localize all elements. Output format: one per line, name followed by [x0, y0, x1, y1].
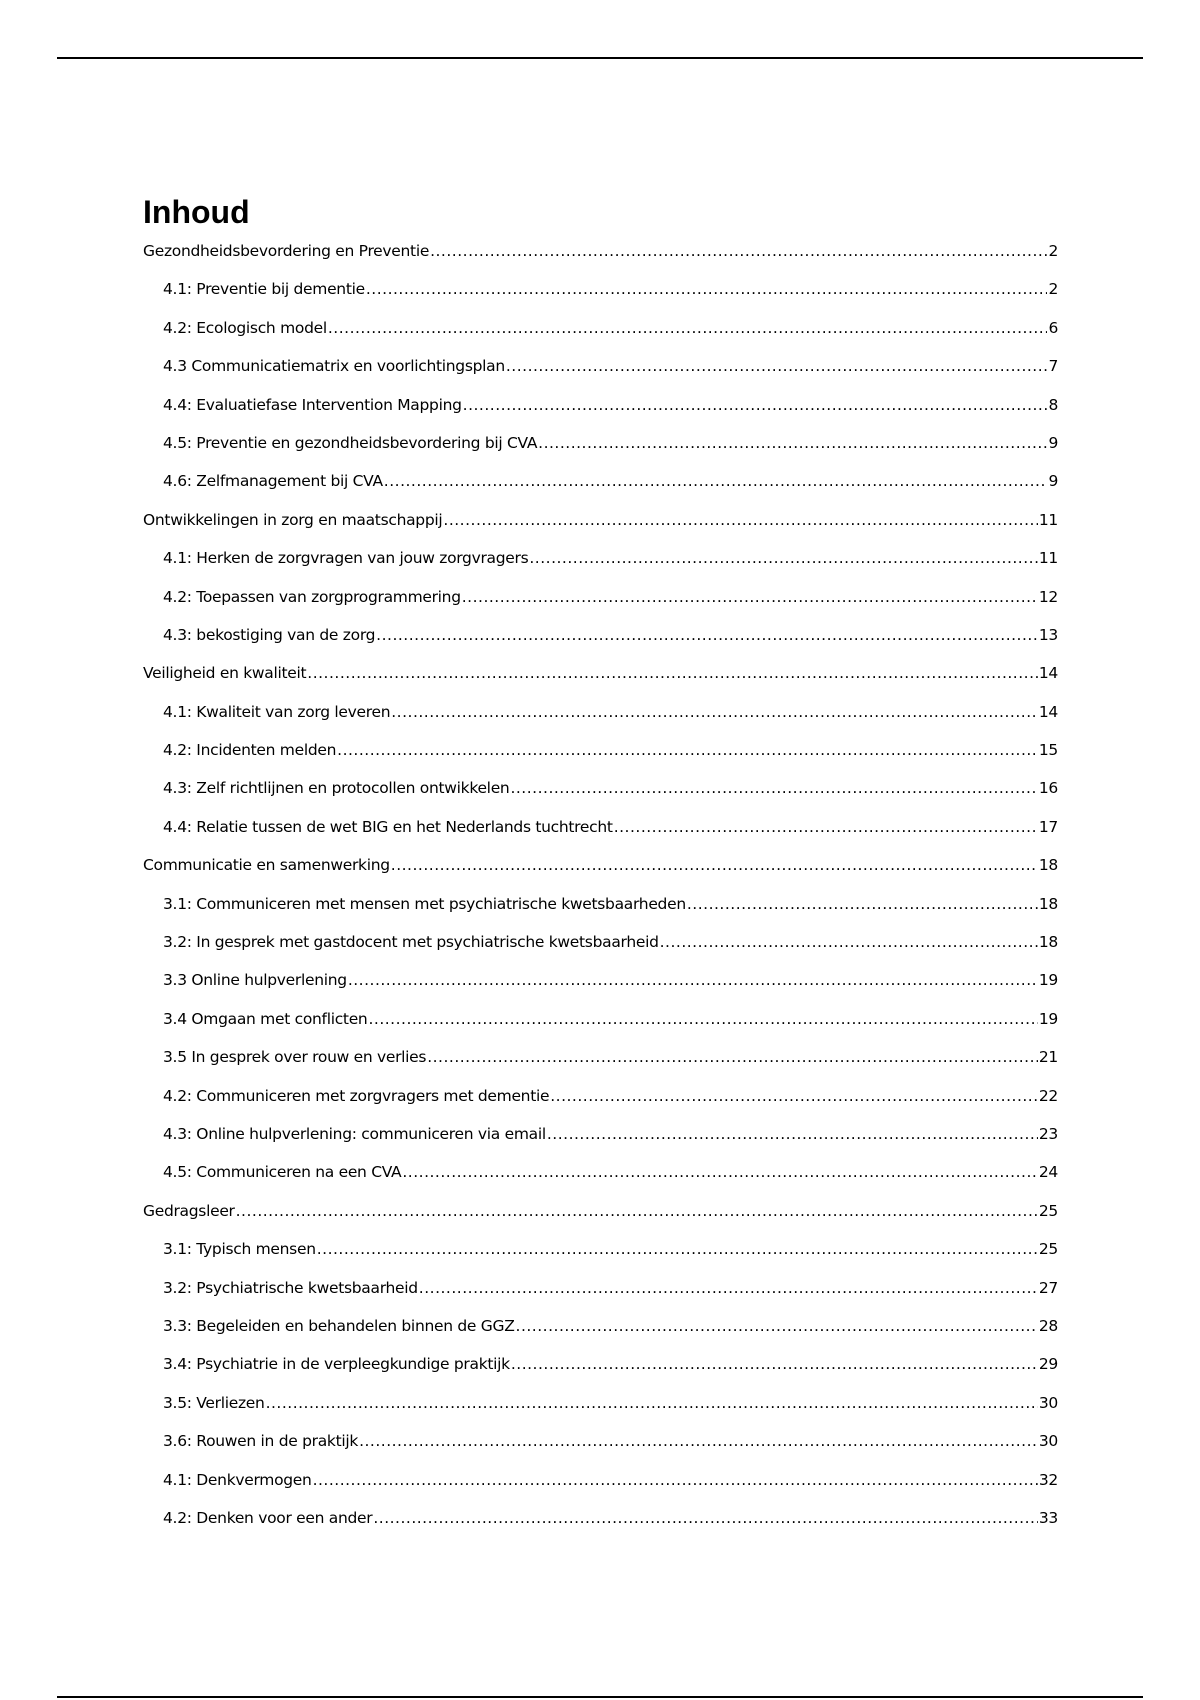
toc-subsection-entry[interactable]	[143, 1010, 1058, 1048]
toc-section-entry[interactable]	[143, 511, 1058, 549]
header-rule	[57, 57, 1143, 59]
toc-subsection-entry[interactable]	[143, 933, 1058, 971]
toc-entry-label: Gezondheidsbevordering en Preventie	[143, 242, 430, 260]
toc-page-number: 24	[1038, 1163, 1058, 1182]
toc-dot-leader	[430, 242, 1047, 260]
toc-entry-label: Gedragsleer	[143, 1201, 235, 1220]
toc-entry-label: 4.3: Zelf richtlijnen en protocollen ontwikkelen	[163, 779, 510, 798]
toc-subsection-entry[interactable]	[143, 626, 1058, 664]
toc-section-entry[interactable]	[143, 242, 1058, 280]
toc-entry-label: 4.2: Toepassen van zorgprogrammering	[163, 587, 461, 606]
toc-dot-leader	[419, 1279, 1038, 1297]
toc-entry-label: Ontwikkelingen in zorg en maatschappij	[143, 510, 443, 529]
toc-section-entry[interactable]	[143, 1202, 1058, 1240]
toc-entry-label: 4.5: Communiceren na een CVA	[163, 1163, 402, 1182]
toc-entry-label: 4.2: Incidenten melden	[163, 741, 337, 760]
toc-subsection-entry[interactable]	[143, 1163, 1058, 1201]
toc-subsection-entry[interactable]	[143, 741, 1058, 779]
toc-page-number: 29	[1038, 1355, 1058, 1374]
toc-subsection-entry[interactable]	[143, 434, 1058, 472]
toc-dot-leader	[391, 856, 1038, 874]
toc-page-number: 8	[1048, 395, 1058, 414]
toc-page-number: 6	[1048, 318, 1058, 337]
toc-page-number: 23	[1038, 1124, 1058, 1143]
toc-entry-label: 3.2: Psychiatrische kwetsbaarheid	[163, 1278, 418, 1297]
toc-page-number: 9	[1048, 472, 1058, 491]
toc-dot-leader	[391, 703, 1038, 721]
toc-dot-leader	[547, 1125, 1038, 1143]
toc-dot-leader	[236, 1202, 1038, 1220]
toc-dot-leader	[510, 779, 1037, 797]
toc-subsection-entry[interactable]	[143, 1087, 1058, 1125]
toc-entry-label: 3.5 In gesprek over rouw en verlies	[163, 1048, 427, 1067]
toc-subsection-entry[interactable]	[143, 472, 1058, 510]
toc-page-number: 21	[1038, 1048, 1058, 1067]
toc-dot-leader	[516, 1317, 1038, 1335]
toc-dot-leader	[313, 1471, 1038, 1489]
toc-subsection-entry[interactable]	[143, 1125, 1058, 1163]
toc-entry-label: 3.4 Omgaan met conflicten	[163, 1009, 368, 1028]
toc-page-number: 9	[1048, 433, 1058, 452]
toc-entry-label: 3.1: Communiceren met mensen met psychiatrische kwetsbaarheden	[163, 894, 686, 913]
toc-page-number: 14	[1038, 702, 1058, 721]
toc-subsection-entry[interactable]	[143, 895, 1058, 933]
toc-entry-label: 4.6: Zelfmanagement bij CVA	[163, 472, 383, 491]
toc-subsection-entry[interactable]	[143, 1240, 1058, 1278]
toc-page-number: 30	[1038, 1432, 1058, 1451]
toc-entry-label: 3.3: Begeleiden en behandelen binnen de GGZ	[163, 1316, 515, 1335]
toc-entry-label: 4.3: bekostiging van de zorg	[163, 625, 376, 644]
toc-page-number: 27	[1038, 1278, 1058, 1297]
toc-dot-leader	[462, 588, 1038, 606]
toc-entry-label: Communicatie en samenwerking	[143, 856, 390, 875]
toc-entry-label: 4.1: Preventie bij dementie	[163, 280, 365, 299]
toc-dot-leader	[660, 933, 1038, 951]
toc-dot-leader	[317, 1240, 1038, 1258]
toc-entry-label: 4.3 Communicatiematrix en voorlichtingsplan	[163, 357, 505, 376]
toc-entry-label: 4.2: Communiceren met zorgvragers met dementie	[163, 1086, 550, 1105]
toc-dot-leader	[348, 971, 1038, 989]
toc-dot-leader	[384, 472, 1048, 490]
footer-rule	[57, 1696, 1143, 1698]
toc-page-number: 2	[1048, 242, 1058, 260]
toc-entry-label: 3.5: Verliezen	[163, 1393, 265, 1412]
toc-page-number: 12	[1038, 587, 1058, 606]
toc-page-number: 17	[1038, 817, 1058, 836]
toc-page-number: 30	[1038, 1393, 1058, 1412]
toc-subsection-entry[interactable]	[143, 357, 1058, 395]
toc-entry-label: 4.1: Denkvermogen	[163, 1470, 312, 1489]
toc-page-number: 16	[1038, 779, 1058, 798]
toc-entry-label: 4.5: Preventie en gezondheidsbevordering bij CVA	[163, 433, 538, 452]
toc-page-number: 2	[1048, 280, 1058, 299]
toc-subsection-entry[interactable]	[143, 319, 1058, 357]
toc-subsection-entry[interactable]	[143, 588, 1058, 626]
toc-subsection-entry[interactable]	[143, 1279, 1058, 1317]
toc-subsection-entry[interactable]	[143, 1471, 1058, 1509]
toc-subsection-entry[interactable]	[143, 779, 1058, 817]
toc-dot-leader	[614, 818, 1038, 836]
toc-entry-label: 4.2: Denken voor een ander	[163, 1508, 373, 1527]
toc-dot-leader	[538, 434, 1047, 452]
toc-dot-leader	[307, 664, 1038, 682]
toc-page-number: 14	[1038, 664, 1058, 683]
toc-dot-leader	[550, 1087, 1038, 1105]
toc-dot-leader	[687, 895, 1038, 913]
toc-entry-label: 4.3: Online hulpverlening: communiceren via email	[163, 1124, 546, 1143]
toc-subsection-entry[interactable]	[143, 1432, 1058, 1470]
toc-page-number: 7	[1048, 357, 1058, 376]
toc-dot-leader	[427, 1048, 1038, 1066]
toc-subsection-entry[interactable]	[143, 396, 1058, 434]
toc-entry-label: 3.2: In gesprek met gastdocent met psychiatrische kwetsbaarheid	[163, 933, 659, 952]
toc-subsection-entry[interactable]	[143, 549, 1058, 587]
toc-section-entry[interactable]	[143, 856, 1058, 894]
toc-dot-leader	[368, 1010, 1037, 1028]
toc-dot-leader	[266, 1394, 1038, 1412]
toc-dot-leader	[376, 626, 1038, 644]
toc-page-number: 25	[1038, 1240, 1058, 1259]
toc-entry-label: Veiligheid en kwaliteit	[143, 664, 307, 683]
toc-title: Inhoud	[143, 194, 250, 230]
toc-page-number: 19	[1038, 971, 1058, 990]
toc-dot-leader	[463, 396, 1048, 414]
toc-entry-label: 4.1: Kwaliteit van zorg leveren	[163, 702, 391, 721]
toc-page-number: 11	[1038, 549, 1058, 568]
toc-dot-leader	[328, 319, 1048, 337]
toc-dot-leader	[373, 1509, 1038, 1527]
toc-dot-leader	[359, 1432, 1038, 1450]
toc-dot-leader	[511, 1355, 1038, 1373]
toc-list	[143, 242, 1058, 1547]
toc-page-number: 22	[1038, 1086, 1058, 1105]
toc-page-number: 18	[1038, 856, 1058, 875]
toc-entry-label: 4.4: Evaluatiefase Intervention Mapping	[163, 395, 462, 414]
toc-dot-leader	[529, 549, 1038, 567]
toc-page-number: 32	[1038, 1470, 1058, 1489]
toc-page-number: 15	[1038, 741, 1058, 760]
toc-dot-leader	[366, 280, 1048, 298]
toc-subsection-entry[interactable]	[143, 818, 1058, 856]
toc-subsection-entry[interactable]	[143, 1355, 1058, 1393]
toc-dot-leader	[337, 741, 1038, 759]
toc-entry-label: 3.3 Online hulpverlening	[163, 971, 347, 990]
toc-dot-leader	[443, 511, 1037, 529]
toc-subsection-entry[interactable]	[143, 1509, 1058, 1547]
toc-subsection-entry[interactable]	[143, 280, 1058, 318]
toc-section-entry[interactable]	[143, 664, 1058, 702]
toc-entry-label: 3.4: Psychiatrie in de verpleegkundige praktijk	[163, 1355, 510, 1374]
toc-dot-leader	[506, 357, 1048, 375]
toc-subsection-entry[interactable]	[143, 1048, 1058, 1086]
toc-page-number: 25	[1038, 1201, 1058, 1220]
toc-entry-label: 4.4: Relatie tussen de wet BIG en het Nederlands tuchtrecht	[163, 817, 613, 836]
toc-entry-label: 4.2: Ecologisch model	[163, 318, 327, 337]
toc-page-number: 13	[1038, 625, 1058, 644]
toc-entry-label: 4.1: Herken de zorgvragen van jouw zorgvragers	[163, 549, 529, 568]
toc-entry-label: 3.1: Typisch mensen	[163, 1240, 316, 1259]
toc-page-number: 33	[1038, 1508, 1058, 1527]
toc-subsection-entry[interactable]	[143, 1394, 1058, 1432]
table-of-contents	[143, 192, 1058, 1547]
toc-entry-label: 3.6: Rouwen in de praktijk	[163, 1432, 359, 1451]
toc-page-number: 11	[1038, 510, 1058, 529]
toc-subsection-entry[interactable]	[143, 971, 1058, 1009]
toc-page-number: 19	[1038, 1009, 1058, 1028]
toc-page-number: 28	[1038, 1316, 1058, 1335]
toc-page-number: 18	[1038, 894, 1058, 913]
toc-subsection-entry[interactable]	[143, 703, 1058, 741]
toc-subsection-entry[interactable]	[143, 1317, 1058, 1355]
toc-dot-leader	[402, 1163, 1038, 1181]
toc-page-number: 18	[1038, 933, 1058, 952]
